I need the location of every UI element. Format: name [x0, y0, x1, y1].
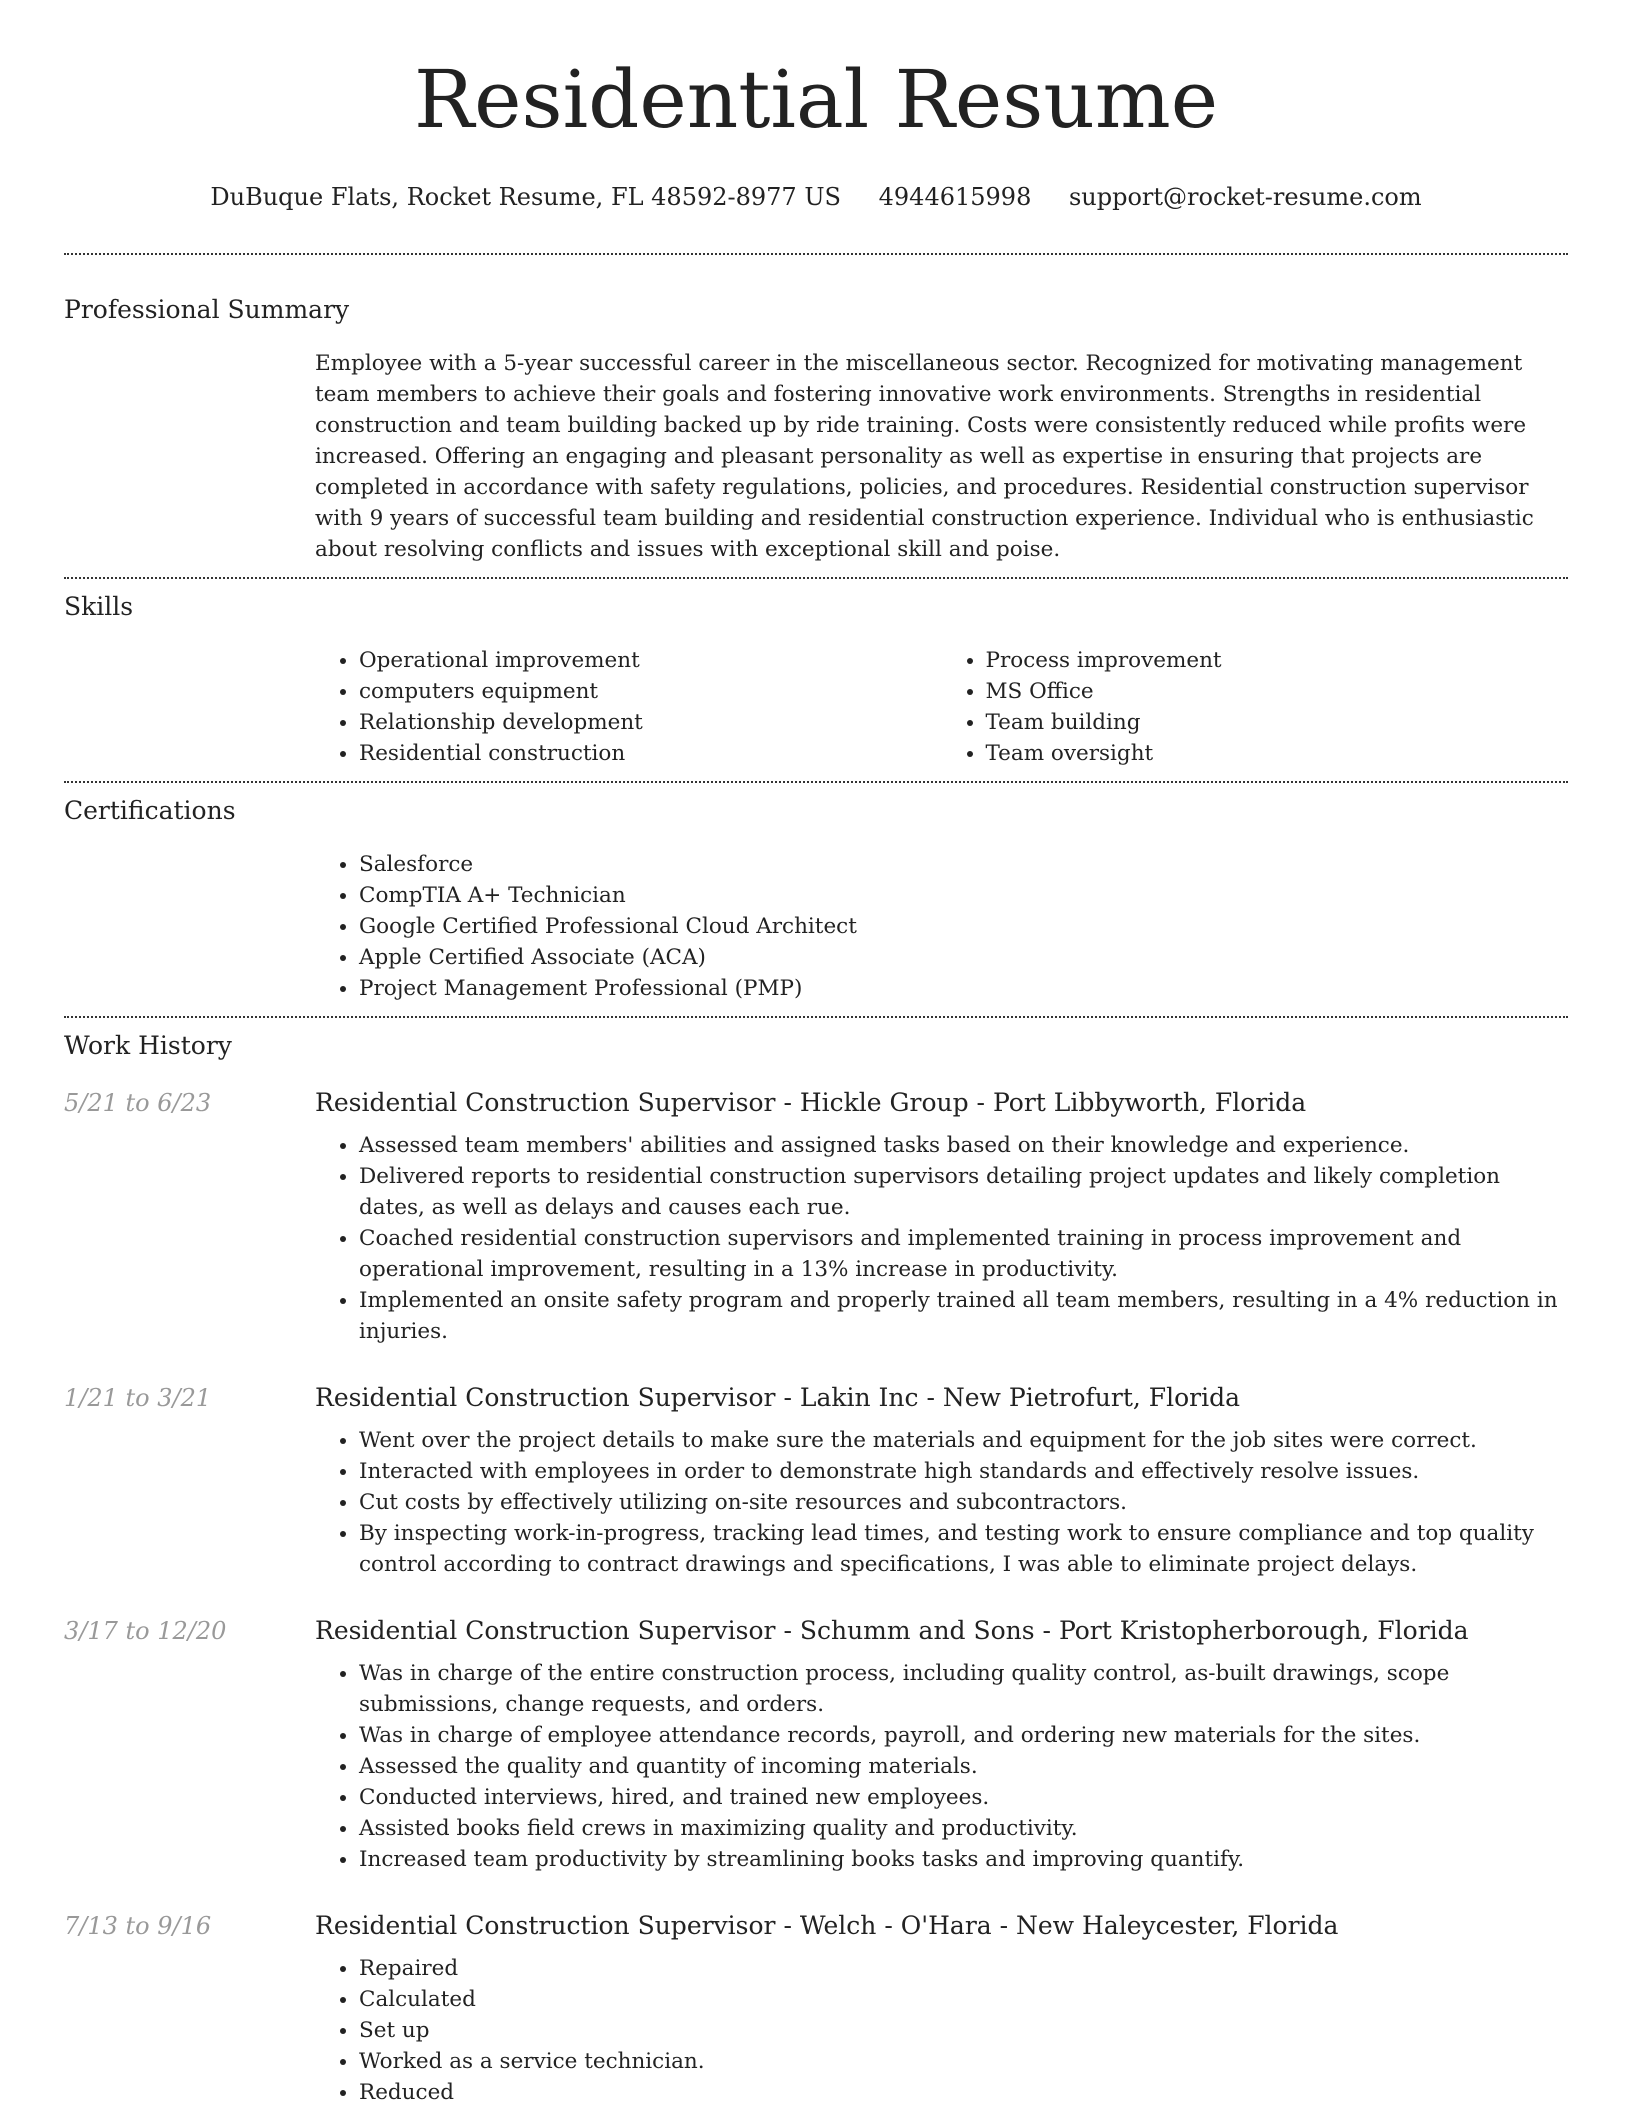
- job-bullets: [315, 1953, 1568, 2108]
- job-entry: [64, 1381, 1568, 1580]
- job-bullets: [315, 1425, 1568, 1580]
- job-dates: 3/17 to 12/20: [64, 1617, 227, 1645]
- summary-heading: Professional Summary: [64, 295, 350, 324]
- job-title: Residential Construction Supervisor - Hickle Group - Port Libbyworth, Florida: [315, 1088, 1307, 1117]
- job-title: Residential Construction Supervisor - Welch - O'Hara - New Haleycester, Florida: [315, 1911, 1339, 1940]
- certifications-section: [64, 783, 1568, 1016]
- job-bullet: • Conducted interviews, hired, and trained new employees.: [359, 1782, 1568, 1813]
- contact-address: DuBuque Flats, Rocket Resume, FL 48592-8977 US: [210, 183, 841, 211]
- job-bullets: [315, 1658, 1568, 1875]
- job-entry: [64, 1909, 1568, 2108]
- job-bullet: • Was in charge of employee attendance records, payroll, and ordering new materials for the sites.: [359, 1720, 1568, 1751]
- work-history-heading: Work History: [64, 1031, 232, 1060]
- summary-section: [64, 255, 1568, 577]
- job-dates: 5/21 to 6/23: [64, 1089, 212, 1117]
- skills-column-right: [942, 645, 1569, 769]
- certification-item: • Salesforce: [359, 849, 1568, 880]
- job-details: [315, 1909, 1568, 2108]
- skills-section: [64, 579, 1568, 781]
- contact-line: [64, 182, 1568, 212]
- job-bullets: [315, 1130, 1568, 1347]
- job-bullet: • Assessed the quality and quantity of incoming materials.: [359, 1751, 1568, 1782]
- job-details: [315, 1381, 1568, 1580]
- certifications-list: [315, 849, 1568, 1016]
- resume-title: Residential Resume: [413, 53, 1219, 146]
- job-details: [315, 1614, 1568, 1875]
- job-bullet: • Assisted books field crews in maximizing quality and productivity.: [359, 1813, 1568, 1844]
- work-history-section: [64, 1018, 1568, 2108]
- skill-item: • Team building: [986, 707, 1569, 738]
- job-bullet: • Repaired: [359, 1953, 1568, 1984]
- skill-item: • MS Office: [986, 676, 1569, 707]
- job-bullet: • Reduced: [359, 2077, 1568, 2108]
- job-bullet: • By inspecting work-in-progress, tracking lead times, and testing work to ensure compliance and top quality control according to contract drawings and specifications, I was able to eliminate project delays.: [359, 1518, 1568, 1580]
- skills-heading: Skills: [64, 592, 134, 621]
- job-bullet: • Interacted with employees in order to demonstrate high standards and effectively resolve issues.: [359, 1456, 1568, 1487]
- job-bullet: • Coached residential construction supervisors and implemented training in process improvement and operational improvement, resulting in a 13% increase in productivity.: [359, 1223, 1568, 1285]
- certification-item: • Project Management Professional (PMP): [359, 973, 1568, 1004]
- job-bullet: • Implemented an onsite safety program and properly trained all team members, resulting in a 4% reduction in injuries.: [359, 1285, 1568, 1347]
- certification-item: • Apple Certified Associate (ACA): [359, 942, 1568, 973]
- job-bullet: • Was in charge of the entire construction process, including quality control, as-built drawings, scope submissions, change requests, and orders.: [359, 1658, 1568, 1720]
- certification-item: • Google Certified Professional Cloud Architect: [359, 911, 1568, 942]
- skills-column-left: [315, 645, 942, 769]
- job-bullet: • Delivered reports to residential construction supervisors detailing project updates and likely completion dates, as well as delays and causes each rue.: [359, 1161, 1568, 1223]
- job-bullet: • Calculated: [359, 1984, 1568, 2015]
- skill-item: • Relationship development: [359, 707, 942, 738]
- job-bullet: • Set up: [359, 2015, 1568, 2046]
- job-bullet: • Increased team productivity by streamlining books tasks and improving quantify.: [359, 1844, 1568, 1875]
- contact-phone: 4944615998: [878, 183, 1032, 211]
- summary-text: Employee with a 5-year successful career in the miscellaneous sector. Recognized for motivating management team members to achieve their goals and fostering innovative work environments. Strengths in residential construction and team building backed up by ride training. Costs were consistently reduced while profits were increased. Offering an engaging and pleasant personality as well as expertise in ensuring that projects are completed in accordance with safety regulations, policies, and procedures. Residential construction supervisor with 9 years of successful team building and residential construction experience. Individual who is enthusiastic about resolving conflicts and issues with exceptional skill and poise.: [315, 351, 1534, 562]
- job-bullet: • Assessed team members' abilities and assigned tasks based on their knowledge and experience.: [359, 1130, 1568, 1161]
- job-entry: [64, 1614, 1568, 1875]
- skill-item: • Residential construction: [359, 738, 942, 769]
- skills-list: [315, 645, 1568, 781]
- job-title: Residential Construction Supervisor - Schumm and Sons - Port Kristopherborough, Florida: [315, 1616, 1469, 1645]
- job-dates: 7/13 to 9/16: [64, 1912, 212, 1940]
- job-dates: 1/21 to 3/21: [64, 1384, 212, 1412]
- job-bullet: • Went over the project details to make sure the materials and equipment for the job sites were correct.: [359, 1425, 1568, 1456]
- skill-item: • Process improvement: [986, 645, 1569, 676]
- job-bullet: • Cut costs by effectively utilizing on-site resources and subcontractors.: [359, 1487, 1568, 1518]
- skill-item: • Team oversight: [986, 738, 1569, 769]
- certification-item: • CompTIA A+ Technician: [359, 880, 1568, 911]
- contact-email: support@rocket-resume.com: [1068, 183, 1422, 211]
- certifications-heading: Certifications: [64, 796, 236, 825]
- job-entry: [64, 1086, 1568, 1347]
- skill-item: • Operational improvement: [359, 645, 942, 676]
- skill-item: • computers equipment: [359, 676, 942, 707]
- job-bullet: • Worked as a service technician.: [359, 2046, 1568, 2077]
- job-title: Residential Construction Supervisor - Lakin Inc - New Pietrofurt, Florida: [315, 1383, 1241, 1412]
- job-details: [315, 1086, 1568, 1347]
